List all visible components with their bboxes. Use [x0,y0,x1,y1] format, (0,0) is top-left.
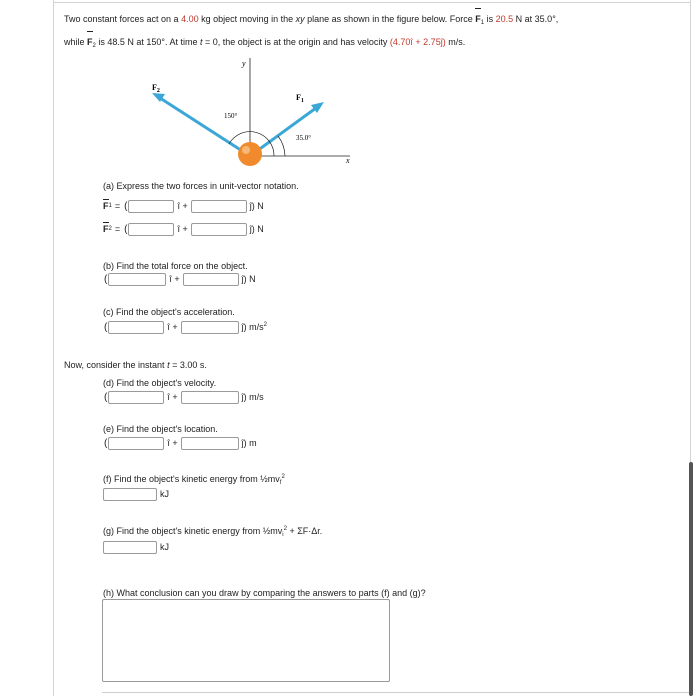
j-unit-label: ĵ) N [249,201,264,211]
i-unit-label: î + [167,438,178,448]
acceleration-x-input[interactable] [108,321,164,334]
j-unit-label: ĵ) N [249,224,264,234]
velocity-y-input[interactable] [181,391,239,404]
j-unit-label: ĵ) N [241,274,256,284]
i-unit-label: î + [167,322,178,332]
part-c-row [103,320,270,334]
time-variable: t [200,37,203,47]
x-axis-label: x [346,156,350,165]
part-b-row [103,272,259,286]
object-ball [238,142,262,166]
i-unit-label: î + [177,201,188,211]
f2-x-input[interactable] [128,223,174,236]
kinetic-energy-g-input[interactable] [103,541,157,554]
ball-highlight [242,146,250,154]
f1-y-input[interactable] [191,200,247,213]
angle-150-label: 150° [224,112,238,120]
force-diagram [130,50,370,180]
part-h-question: (h) What conclusion can you draw by comparing the answers to parts (f) and (g)? [103,588,426,598]
intro-text: plane as shown in the figure below. Force [304,14,476,24]
f2-symbol: F [103,224,109,234]
force2-subscript: 2 [92,43,96,49]
force1-subscript: 1 [480,20,485,26]
force2-label: $F_2$ [152,83,160,94]
part-b-question: (b) Find the total force on the object. [103,261,248,271]
force1-magnitude: 20.5 [495,14,514,24]
kj-unit-label: kJ [160,542,169,552]
part-a-question: (a) Express the two forces in unit-vector notation. [103,181,299,191]
f1-subscript: 1 [108,203,112,209]
bottom-divider [102,692,689,693]
equals-sign: = [114,224,121,234]
f2-y-input[interactable] [191,223,247,236]
total-force-y-input[interactable] [183,273,239,286]
mass-value: 4.00 [181,14,199,24]
intro-text: Two constant forces act on a [64,14,182,24]
part-e-question: (e) Find the object's location. [103,424,218,434]
j-unit-label: ĵ) m/s [241,392,264,402]
f2-subscript: 2 [108,226,112,232]
intro-text: while [64,37,88,47]
j-unit-label: ĵ) m [241,438,257,448]
velocity-x-input[interactable] [108,391,164,404]
part-f-row [103,487,172,501]
i-unit-label: î + [169,274,180,284]
top-divider [53,2,691,3]
j-unit-label: ĵ) $m/s^2$ [241,322,267,332]
conclusion-textarea[interactable] [102,599,390,682]
part-g-question: (g) Find the object's kinetic energy from $\frac{1}{2}mv_i^2 + \Sigma F\cdot\Delta r$. [103,526,323,538]
f1-x-input[interactable] [128,200,174,213]
i-unit-label: î + [177,224,188,234]
instant-statement: Now, consider the instant t = 3.00 s. [64,360,207,370]
open-paren: ( [104,321,108,333]
open-paren: ( [104,437,108,449]
open-paren: ( [104,273,108,285]
part-a-f2-row [103,222,267,236]
force1-angle: 35.0° [534,14,556,24]
part-d-row [103,390,267,404]
part-e-row [103,436,260,450]
part-g-row [103,540,172,554]
force2-arrow [160,98,250,156]
part-f-question: (f) Find the object's kinetic energy from $\frac{1}{2}mv_f^2$ [103,474,285,486]
angle-35-label: 35.0° [296,134,312,142]
location-y-input[interactable] [181,437,239,450]
angle-arc-35 [278,136,285,156]
y-axis-label: y [242,59,246,68]
kj-unit-label: kJ [160,489,169,499]
intro-line-1 [64,10,674,33]
intro-text: is [484,14,496,24]
intro-text: N at [513,14,535,24]
force1-label: $F_1$ [296,93,304,104]
part-d-question: (d) Find the object's velocity. [103,378,217,388]
acceleration-y-input[interactable] [181,321,239,334]
total-force-x-input[interactable] [108,273,166,286]
open-paren: ( [124,200,128,212]
intro-text: m/s. [445,37,466,47]
equals-sign: = [114,201,121,211]
location-x-input[interactable] [108,437,164,450]
force2-symbol: F [87,33,93,52]
initial-velocity: (4.70î + 2.75ĵ) [389,37,446,47]
force1-symbol: F [475,10,481,29]
kinetic-energy-f-input[interactable] [103,488,157,501]
part-c-question: (c) Find the object's acceleration. [103,307,235,317]
intro-text: , [555,14,559,24]
intro-text: = 0, the object is at the origin and has velocity [202,37,390,47]
part-a-f1-row [103,199,267,213]
open-paren: ( [124,223,128,235]
f1-symbol: F [103,201,109,211]
intro-text: kg object moving in the [198,14,296,24]
intro-text: is 48.5 N at 150°. At time [95,37,201,47]
i-unit-label: î + [167,392,178,402]
scrollbar[interactable] [689,462,693,696]
open-paren: ( [104,391,108,403]
plane-variable: xy [295,14,305,24]
